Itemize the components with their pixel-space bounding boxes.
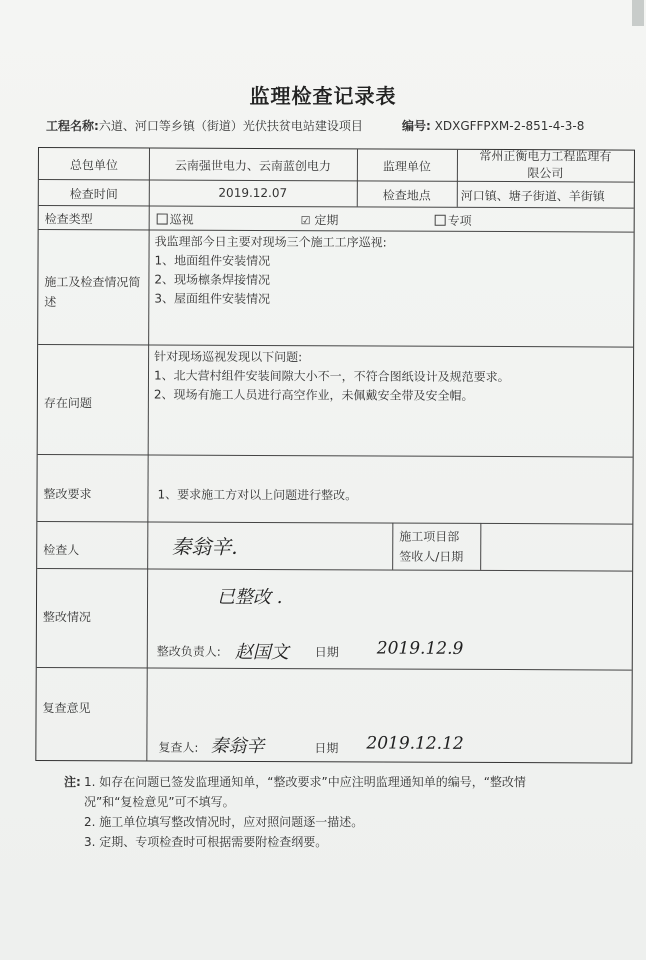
document-title: 监理检查记录表	[249, 84, 397, 108]
row-divider	[38, 344, 633, 348]
review-date-label: 日期	[314, 741, 339, 756]
type-patrol-option	[157, 211, 194, 228]
situation-line: 1、地面组件安装情况	[154, 253, 271, 269]
inspector-label: 检查人	[43, 543, 80, 558]
review-date-handwriting: 2019.12.12	[366, 733, 464, 754]
note-line: 1. 如存在问题已签发监理通知单，“整改要求”中应注明监理通知单的编号，“整改情	[84, 775, 526, 789]
project-header	[46, 117, 636, 134]
type-special-option	[435, 212, 472, 229]
rectify-requirement-value: 1、要求施工方对以上问题进行整改。	[157, 487, 358, 503]
row-divider	[37, 521, 632, 525]
project-code-group	[402, 117, 584, 134]
notes-label: 注:	[64, 775, 81, 789]
problems-line: 2、现场有施工人员进行高空作业，未佩戴安全带及安全帽。	[153, 387, 474, 403]
problems-line: 1、北大营村组件安装间隙大小不一，不符合图纸设计及规范要求。	[153, 368, 510, 385]
supervisor-label: 监理单位	[382, 159, 431, 174]
receiver-label-line-2: 签收人/日期	[399, 549, 464, 564]
type-patrol-label: 巡视	[169, 212, 194, 227]
contractor-value: 云南强世电力、云南蓝创电力	[174, 158, 331, 174]
rectify-requirement-label: 整改要求	[43, 487, 92, 502]
page-edge-mark	[632, 0, 644, 26]
reviewer-label: 复查人:	[158, 740, 199, 755]
receiver-label	[399, 527, 479, 567]
contractor-label: 总包单位	[69, 158, 118, 173]
location-value: 河口镇、塘子街道、羊街镇	[460, 188, 605, 204]
type-label: 检查类型	[44, 212, 93, 227]
type-regular-option	[301, 211, 339, 228]
problems-line: 针对现场巡视发现以下问题:	[154, 349, 303, 365]
row-divider	[39, 229, 634, 233]
situation-content	[154, 233, 624, 311]
supervisor-line-2: 限公司	[527, 166, 564, 181]
row-divider	[37, 667, 632, 671]
problems-label: 存在问题	[43, 396, 92, 411]
location-label: 检查地点	[382, 188, 431, 203]
project-code-label: 编号:	[402, 119, 431, 133]
rectify-date-label: 日期	[314, 645, 339, 660]
reviewer-signature: 秦翁辛	[210, 735, 265, 757]
date-label: 检查时间	[69, 187, 118, 202]
column-divider	[392, 523, 393, 570]
rectify-date-handwriting: 2019.12.9	[376, 638, 464, 659]
rectify-person-signature: 赵国文	[234, 641, 289, 664]
situation-line: 3、屋面组件安装情况	[154, 291, 271, 307]
type-special-label: 专项	[447, 213, 472, 228]
rectify-person-label: 整改负责人:	[156, 644, 221, 659]
column-divider	[480, 523, 481, 570]
problems-content	[154, 348, 629, 407]
special-checkbox	[435, 215, 446, 226]
project-code: XDXGFFPXM-2-851-4-3-8	[434, 119, 585, 133]
note-line: 3. 定期、专项检查时可根据需要附检查纲要。	[84, 835, 328, 849]
rectify-status-label: 整改情况	[42, 610, 91, 625]
supervisor-line-1: 常州正衡电力工程监理有	[479, 148, 612, 164]
project-name: 六道、河口等乡镇（街道）光伏扶贫电站建设项目	[98, 119, 363, 133]
situation-line: 2、现场檩条焊接情况	[154, 272, 271, 288]
situation-label	[38, 272, 148, 312]
notes-section	[64, 772, 629, 852]
situation-label-line-1: 施工及检查情况简	[44, 275, 141, 290]
regular-checkbox-checked: ☑	[300, 214, 311, 228]
patrol-checkbox	[157, 214, 168, 225]
inspector-signature: 秦翁辛.	[171, 534, 238, 559]
row-divider	[37, 568, 632, 572]
situation-line: 我监理部今日主要对现场三个施工工序巡视:	[154, 234, 387, 250]
supervisor-value	[457, 148, 634, 183]
date-value: 2019.12.07	[218, 185, 288, 201]
note-line: 2. 施工单位填写整改情况时，应对照问题逐一描述。	[84, 815, 364, 829]
review-label: 复查意见	[42, 701, 91, 716]
note-line: 况”和“复检意见”可不填写。	[84, 795, 235, 809]
type-regular-label: 定期	[314, 213, 339, 228]
project-name-label: 工程名称:	[46, 119, 99, 133]
row-divider	[38, 454, 633, 458]
rectify-status-handwriting: 已整改 .	[216, 586, 283, 609]
situation-label-line-2: 述	[44, 295, 57, 310]
receiver-label-line-1: 施工项目部	[399, 529, 460, 544]
row-divider	[39, 205, 634, 209]
inspection-table	[35, 147, 635, 764]
